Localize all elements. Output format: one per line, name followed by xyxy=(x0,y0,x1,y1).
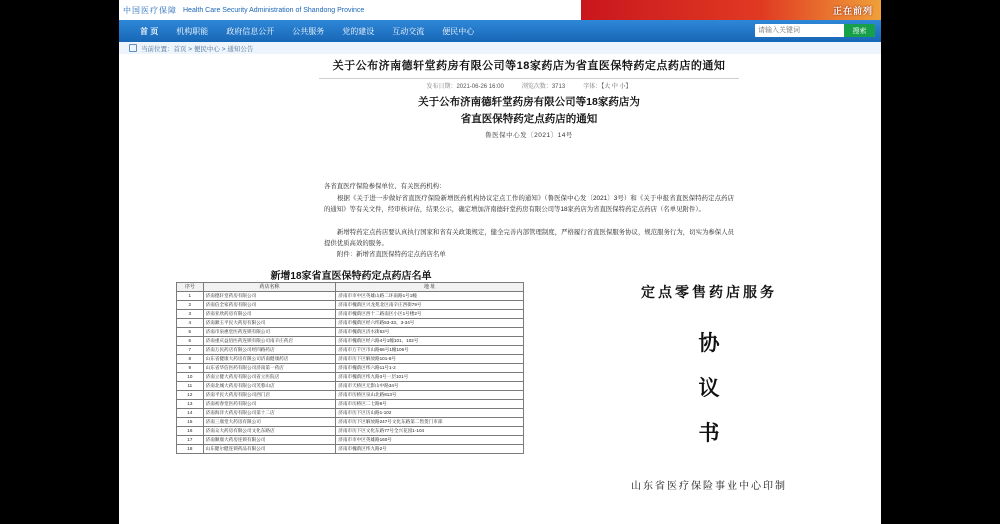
poster-word-3: 书 xyxy=(698,422,720,445)
table-header-row xyxy=(177,283,524,292)
table-row xyxy=(177,400,524,409)
table-row xyxy=(177,418,524,427)
table-row xyxy=(177,373,524,382)
nav-item-party[interactable]: 党的建设 xyxy=(342,26,375,36)
heading-line-1: 关于公布济南德轩堂药房有限公司等18家药店为 xyxy=(418,96,640,108)
table-row xyxy=(177,391,524,400)
nav-item-disclosure[interactable]: 政府信息公开 xyxy=(226,26,275,36)
cell-address: 济南市万千区市山路66号1幢106号 xyxy=(336,346,524,355)
cell-address: 济南市槐荫区西十二路南区小区1号楼2号 xyxy=(336,310,524,319)
cell-index: 5 xyxy=(177,328,204,337)
cell-name: 济南立健大药房有限公司省立医院店 xyxy=(203,373,336,382)
table-body xyxy=(177,292,524,454)
cell-address: 济南市槐荫区经六纬路53-33、3-34号 xyxy=(336,319,524,328)
cell-address: 济南市市中区英雄山路二环南路1号1幢 xyxy=(336,292,524,301)
cell-address: 济南市历下区解放路101-8号 xyxy=(336,355,524,364)
cell-address: 济南市历桥区泉山北路813号 xyxy=(336,391,524,400)
table-row xyxy=(177,355,524,364)
document-meta xyxy=(319,81,739,90)
table-row xyxy=(177,292,524,301)
search-button[interactable]: 搜索 xyxy=(844,24,875,37)
nav-item-functions[interactable]: 机构职能 xyxy=(176,26,209,36)
cell-address: 济南市市中区英雄路160号 xyxy=(336,436,524,445)
header-banner-text: 正在前列 xyxy=(832,5,873,16)
cell-name: 济南信全家药房有限公司 xyxy=(203,301,336,310)
th-index: 序号 xyxy=(177,283,204,292)
cell-index: 6 xyxy=(177,337,204,346)
th-address: 地 址 xyxy=(336,283,524,292)
cell-index: 8 xyxy=(177,355,204,364)
page-title: 关于公布济南德轩堂药房有限公司等18家药店为省直医保特药定点药店的通知 xyxy=(332,60,726,72)
cell-name: 山东省健康大药房有限公司济南健康药店 xyxy=(203,355,336,364)
table-row xyxy=(177,436,524,445)
table-row xyxy=(177,337,524,346)
cell-name: 济南万民药店有限公司经四路药店 xyxy=(203,346,336,355)
table-row xyxy=(177,319,524,328)
cell-index: 17 xyxy=(177,436,204,445)
cell-address: 济南市天桥区无影山中路34号 xyxy=(336,382,524,391)
cell-name: 济南重庆益佰医药连锁有限公司南辛庄药店 xyxy=(203,337,336,346)
cell-name: 山东省华信医药有限公司济南第一药店 xyxy=(203,364,336,373)
cell-address: 济南市历桥区二七路8号 xyxy=(336,400,524,409)
document-number: 鲁医保中心发〔2021〕14号 xyxy=(485,132,573,139)
header-banner xyxy=(581,0,881,20)
poster-heading: 定点零售药店服务 xyxy=(641,284,777,300)
table-title: 新增18家省直医保特药定点药店名单 xyxy=(270,271,432,282)
cell-name: 济南北城大药房有限公司芙蓉山店 xyxy=(203,382,336,391)
meta-date: 发布日期：2021-06-26 16:00 xyxy=(426,84,504,90)
cell-address: 济南市槐荫区经六路4号1幢101、102号 xyxy=(336,337,524,346)
cell-index: 12 xyxy=(177,391,204,400)
table-row xyxy=(177,382,524,391)
paragraph-attachment: 附件：新增省直医保特药定点药店名单 xyxy=(337,251,446,258)
cell-index: 9 xyxy=(177,364,204,373)
table-row xyxy=(177,364,524,373)
table-row xyxy=(177,346,524,355)
home-icon xyxy=(129,44,137,52)
letterbox-left xyxy=(0,0,119,524)
cell-address: 济南市历下区文化东路77号全兴花园1-104 xyxy=(336,427,524,436)
cell-index: 16 xyxy=(177,427,204,436)
table-row xyxy=(177,409,524,418)
cell-name: 山东健尔健连锁药品有限公司 xyxy=(203,445,336,454)
nav-item-services[interactable]: 公共服务 xyxy=(292,26,325,36)
th-name: 药店名称 xyxy=(203,283,336,292)
nav-item-interaction[interactable]: 互动交流 xyxy=(392,26,425,36)
paragraph-1: 根据《关于进一步做好省直医疗保险新增医药机构协议定点工作的通知》（鲁医保中心发〔2021〕3号）和《关于申报省直医保特药定点药店的通知》等有关文件，经审核评估，结果公示，确定增加济南德轩堂药房有限公司等18家药店为省直医保特药定点药店（名单见附件）。 xyxy=(324,195,734,213)
paragraph-salutation: 各省直医疗保险参保单位、有关医药机构： xyxy=(324,183,446,190)
cell-address: 济南市历下区历山路1-102 xyxy=(336,409,524,418)
cell-name: 济南德轩堂药房有限公司 xyxy=(203,292,336,301)
cell-address: 济南市槐荫区纬六路11号1-2 xyxy=(336,364,524,373)
cell-address: 济南市槐荫区兴龙苑北区南辛庄西街79号 xyxy=(336,301,524,310)
table-row xyxy=(177,301,524,310)
pharmacy-table xyxy=(176,282,524,454)
cell-name: 济南三康堂大药房有限公司 xyxy=(203,418,336,427)
cell-address: 济南市槐荫区纬九路3号一层101号 xyxy=(336,373,524,382)
cell-index: 2 xyxy=(177,301,204,310)
poster-word-2: 议 xyxy=(698,377,720,400)
site-header xyxy=(119,0,881,20)
cell-index: 7 xyxy=(177,346,204,355)
title-divider xyxy=(319,78,739,79)
cell-name: 济南顺康大药房连锁有限公司 xyxy=(203,436,336,445)
cell-name: 济南市泉惠堂医药连锁有限公司 xyxy=(203,328,336,337)
cell-index: 3 xyxy=(177,310,204,319)
heading-line-2: 省直医保特药定点药店的通知 xyxy=(460,113,598,125)
document-body xyxy=(119,54,881,524)
cell-index: 1 xyxy=(177,292,204,301)
table-row xyxy=(177,310,524,319)
search-input[interactable] xyxy=(755,24,844,37)
table-row xyxy=(177,328,524,337)
cell-index: 13 xyxy=(177,400,204,409)
cell-address: 济南市历下区解放路247号文化东路第二售货门市部 xyxy=(336,418,524,427)
cell-index: 14 xyxy=(177,409,204,418)
cell-name: 济南平民大药房有限公司西门店 xyxy=(203,391,336,400)
cell-address: 济南市槐荫区纬九路2号 xyxy=(336,445,524,454)
nav-item-convenience[interactable]: 便民中心 xyxy=(442,26,475,36)
cell-name: 济南亚欣药房有限公司 xyxy=(203,310,336,319)
cell-index: 18 xyxy=(177,445,204,454)
cell-index: 4 xyxy=(177,319,204,328)
table-row xyxy=(177,445,524,454)
cell-index: 10 xyxy=(177,373,204,382)
cell-address: 济南市槐荫区济水街63号 xyxy=(336,328,524,337)
main-nav[interactable] xyxy=(119,20,881,42)
cell-index: 15 xyxy=(177,418,204,427)
cell-index: 11 xyxy=(177,382,204,391)
search-box[interactable] xyxy=(755,24,875,37)
nav-item-home[interactable]: 首 页 xyxy=(140,26,159,36)
cell-name: 济南初春堂医药有限公司 xyxy=(203,400,336,409)
letterbox-right xyxy=(881,0,1000,524)
agreement-poster xyxy=(549,272,869,522)
table-row xyxy=(177,427,524,436)
breadcrumb-text: 当前位置：首页 > 便民中心 > 通知公告 xyxy=(141,45,254,53)
cell-name: 济南漱玉平民大药房有限公司 xyxy=(203,319,336,328)
poster-footer: 山东省医疗保险事业中心印制 xyxy=(631,481,787,492)
meta-fontsize[interactable]: 字体：【大 中 小】 xyxy=(583,84,632,90)
cell-name: 济南海洋大药房有限公司第十二店 xyxy=(203,409,336,418)
document-heading xyxy=(294,94,764,128)
site-logo-en: Health Care Security Administration of Shandong Province xyxy=(183,6,365,14)
meta-views: 浏览次数：3713 xyxy=(521,84,566,90)
poster-word-1: 协 xyxy=(698,332,720,355)
site-logo-cn: 中国医疗保障 xyxy=(123,5,177,15)
cell-name: 济南众大药房有限公司文化东路店 xyxy=(203,427,336,436)
paragraph-2: 新增特药定点药店要认真执行国家和省有关政策规定，健全完善内部管理制度，严格履行省直医保服务协议，规范服务行为，切实为参保人员提供优质高效的服务。 xyxy=(324,229,734,247)
